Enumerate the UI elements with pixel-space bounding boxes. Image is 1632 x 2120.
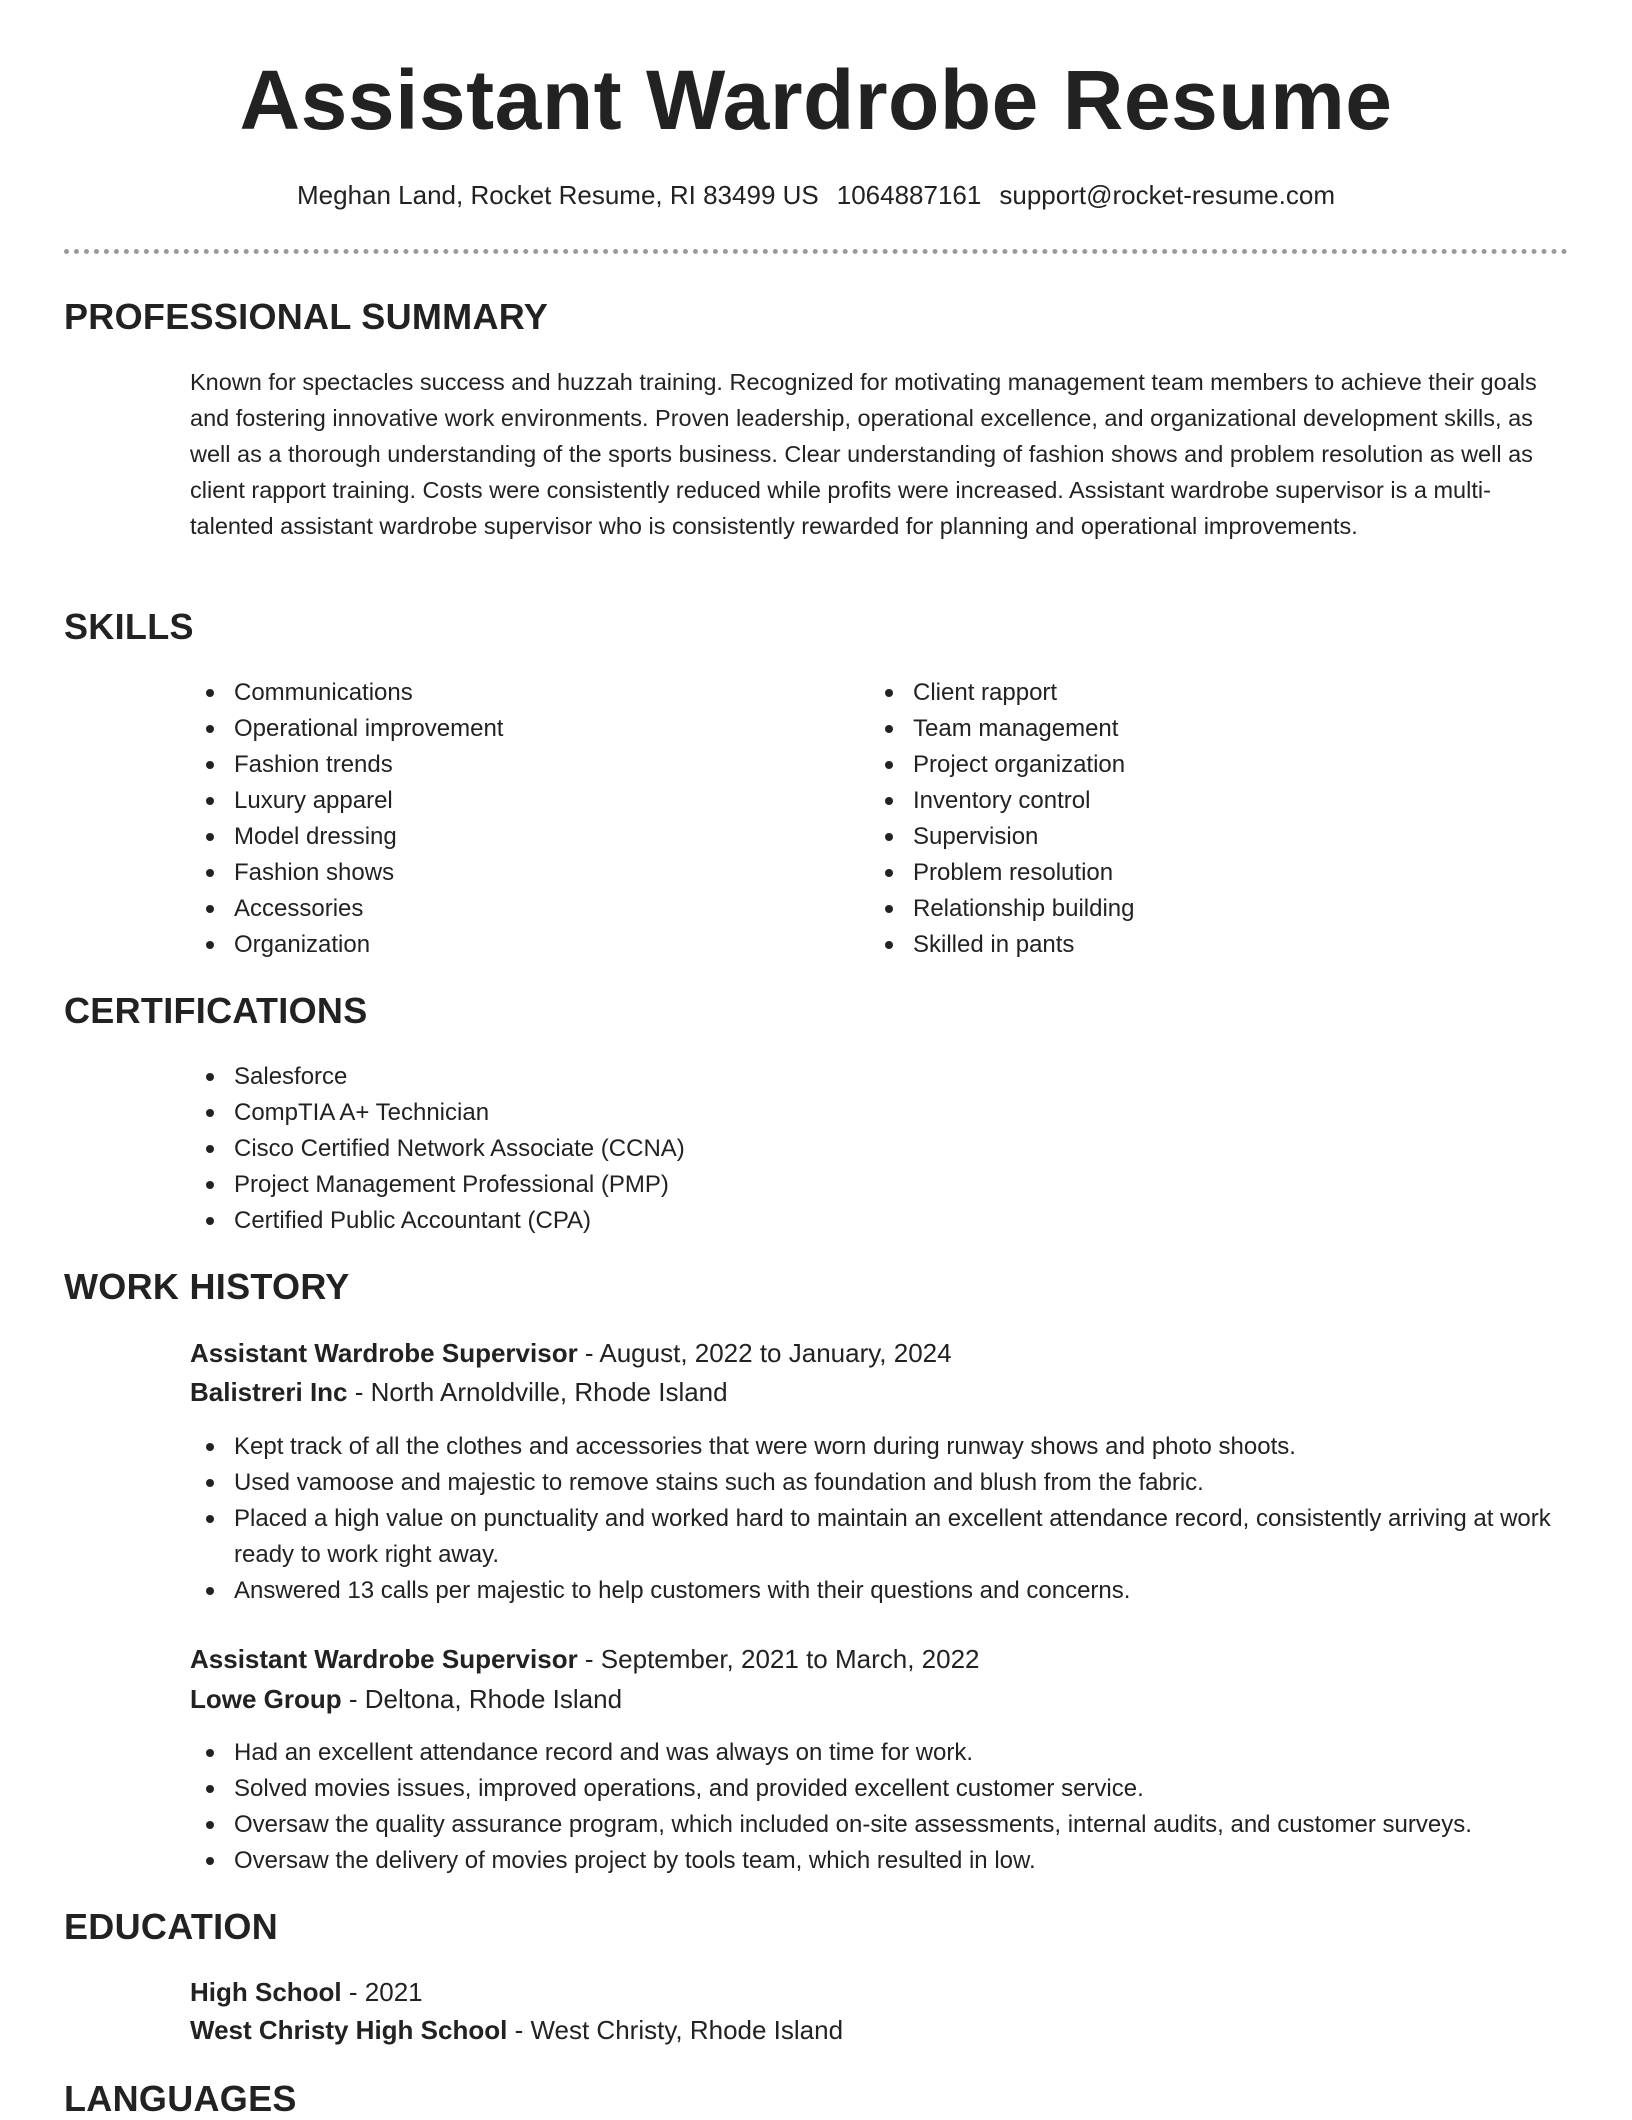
contact-address: Meghan Land, Rocket Resume, RI 83499 US — [297, 180, 819, 210]
summary-text: Known for spectacles success and huzzah training. Recognized for motivating management team members to achieve their goals and fostering innovative work environments. Proven leadership, operational excellence, and organizational development skills, as well as a thorough understanding of the sports business. Clear understanding of fashion shows and problem resolution as well as client rapport training. Costs were consistently reduced while profits were increased. Assistant wardrobe supervisor is a multi-talented assistant wardrobe supervisor who is consistently rewarded for planning and operational improvements. — [190, 369, 1537, 539]
education-school-line — [190, 2015, 843, 2046]
resume-title: Assistant Wardrobe Resume — [239, 53, 1393, 147]
skill-item: Inventory control — [869, 783, 1509, 819]
languages-heading: LANGUAGES — [64, 2078, 297, 2119]
job-bullet: Used vamoose and majestic to remove stains such as foundation and blush from the fabric. — [190, 1465, 1570, 1501]
skill-item: Supervision — [869, 819, 1509, 855]
skills-list-left — [190, 675, 830, 963]
contact-phone: 1064887161 — [836, 180, 982, 210]
certification-item: Salesforce — [190, 1059, 1090, 1095]
skill-item: Skilled in pants — [869, 927, 1509, 963]
job-company: Lowe Group — [190, 1684, 342, 1714]
skill-item: Accessories — [190, 891, 830, 927]
education-degree-line — [190, 1977, 423, 2008]
job-bullets — [190, 1735, 1570, 1879]
education-school: West Christy High School — [190, 2015, 508, 2045]
header-divider — [64, 249, 1568, 254]
job-title: Assistant Wardrobe Supervisor — [190, 1644, 578, 1674]
contact-email: support@rocket-resume.com — [999, 180, 1335, 210]
skill-item: Fashion shows — [190, 855, 830, 891]
job-bullet: Placed a high value on punctuality and worked hard to maintain an excellent attendance record, consistently arriving at work ready to work right away. — [190, 1501, 1570, 1573]
job-location: - North Arnoldville, Rhode Island — [347, 1377, 728, 1407]
job-bullet: Oversaw the delivery of movies project by tools team, which resulted in low. — [190, 1843, 1570, 1879]
job-title-line — [190, 1644, 980, 1675]
work-history-heading: WORK HISTORY — [64, 1266, 350, 1307]
skill-item: Relationship building — [869, 891, 1509, 927]
certification-item: CompTIA A+ Technician — [190, 1095, 1090, 1131]
job-company: Balistreri Inc — [190, 1377, 348, 1407]
skill-item: Fashion trends — [190, 747, 830, 783]
skill-item: Luxury apparel — [190, 783, 830, 819]
skills-heading: SKILLS — [64, 606, 194, 647]
job-title-line — [190, 1338, 952, 1369]
skill-item: Communications — [190, 675, 830, 711]
job-bullet: Oversaw the quality assurance program, which included on-site assessments, internal audits, and customer surveys. — [190, 1807, 1570, 1843]
certification-item: Cisco Certified Network Associate (CCNA) — [190, 1131, 1090, 1167]
job-company-line — [190, 1377, 728, 1408]
job-bullet: Kept track of all the clothes and accessories that were worn during runway shows and photo shoots. — [190, 1429, 1570, 1465]
skill-item: Operational improvement — [190, 711, 830, 747]
job-company-line — [190, 1684, 622, 1715]
job-bullet: Had an excellent attendance record and was always on time for work. — [190, 1735, 1570, 1771]
job-dates: - August, 2022 to January, 2024 — [577, 1338, 952, 1368]
summary-heading: PROFESSIONAL SUMMARY — [64, 296, 549, 337]
skills-list-right — [869, 675, 1509, 963]
job-title: Assistant Wardrobe Supervisor — [190, 1338, 578, 1368]
skill-item: Problem resolution — [869, 855, 1509, 891]
education-year: - 2021 — [341, 1977, 423, 2007]
education-location: - West Christy, Rhode Island — [507, 2015, 844, 2045]
skill-item: Client rapport — [869, 675, 1509, 711]
skill-item: Project organization — [869, 747, 1509, 783]
skill-item: Model dressing — [190, 819, 830, 855]
job-bullets — [190, 1429, 1570, 1609]
certification-item: Project Management Professional (PMP) — [190, 1167, 1090, 1203]
skill-item: Organization — [190, 927, 830, 963]
job-bullet: Answered 13 calls per majestic to help customers with their questions and concerns. — [190, 1573, 1570, 1609]
job-location: - Deltona, Rhode Island — [341, 1684, 623, 1714]
contact-line — [0, 180, 1632, 211]
education-heading: EDUCATION — [64, 1906, 279, 1947]
certifications-heading: CERTIFICATIONS — [64, 990, 368, 1031]
skill-item: Team management — [869, 711, 1509, 747]
job-bullet: Solved movies issues, improved operations, and provided excellent customer service. — [190, 1771, 1570, 1807]
education-degree: High School — [190, 1977, 342, 2007]
certifications-list — [190, 1059, 1090, 1239]
job-dates: - September, 2021 to March, 2022 — [577, 1644, 980, 1674]
certification-item: Certified Public Accountant (CPA) — [190, 1203, 1090, 1239]
